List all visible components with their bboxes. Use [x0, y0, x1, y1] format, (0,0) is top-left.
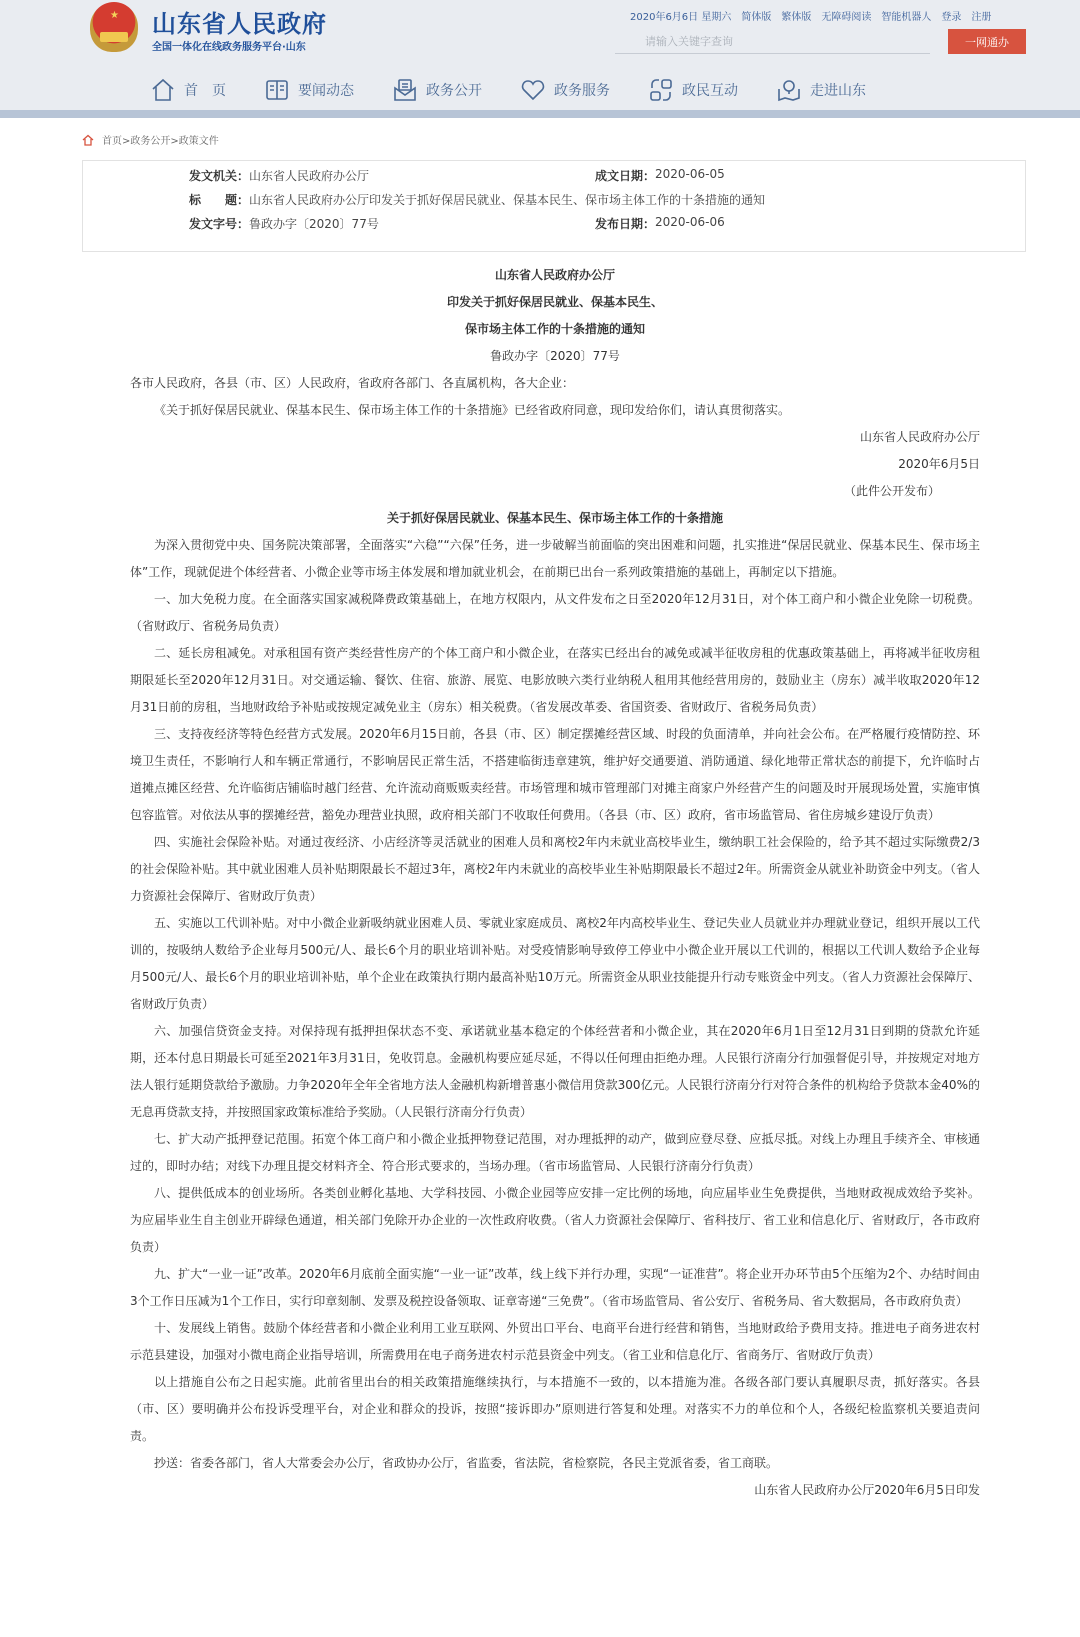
doc-paragraph: 七、扩大动产抵押登记范围。拓宽个体工商户和小微企业抵押物登记范围，对办理抵押的动产，做到应登尽登、应抵尽抵。对线上办理且手续齐全、审核通过的，即时办结；对线下办理且提交材料齐全、符合形式要求的，当场办理。（省市场监管局、人民银行济南分行负责） — [130, 1132, 980, 1173]
doc-paragraph: 为深入贯彻党中央、国务院决策部署，全面落实“六稳”“六保”任务，进一步破解当前面临的突出困难和问题，扎实推进“保居民就业、保基本民生、保市场主体”工作，现就促进个体经营者、小微企业等市场主体发展和增加就业机会，在前期已出台一系列政策措施的基础上，再制定以下措施。 — [130, 538, 980, 579]
book-icon — [264, 77, 290, 103]
nav-item-services[interactable] — [520, 75, 610, 105]
doc-paragraph: 四、实施社会保险补贴。对通过夜经济、小店经济等灵活就业的困难人员和离校2年内未就业高校毕业生，缴纳职工社会保险的，给予其不超过实际缴费2/3的社会保险补贴。其中就业困难人员补贴期限最长不超过3年，离校2年内未就业的高校毕业生补贴期限最长不超过2年。所需资金从就业补助资金中列支。（省人力资源社会保障厅、省财政厅负责） — [130, 835, 980, 903]
site-title[interactable]: 山东省人民政府 — [152, 10, 327, 38]
doc-addressee: 各市人民政府，各县（市、区）人民政府，省政府各部门、各直属机构，各大企业： — [130, 376, 575, 390]
document-body — [130, 262, 980, 1504]
doc-no-value: 鲁政办字〔2020〕77号 — [249, 217, 379, 231]
star-icon: ★ — [110, 10, 119, 21]
nav-label: 政务服务 — [554, 83, 610, 99]
main-nav — [150, 75, 904, 105]
doc-cc: 抄送：省委各部门，省人大常委会办公厅，省政协办公厅，省监委，省法院，省检察院，各民主党派省委，省工商联。 — [154, 1456, 779, 1470]
doc-paragraph: 一、加大免税力度。在全面落实国家减税降费政策基础上，在地方权限内，从文件发布之日至2020年12月31日，对个体工商户和小微企业免除一切税费。（省财政厅、省税务局负责） — [130, 592, 980, 633]
exchange-icon — [648, 77, 674, 103]
doc-heading-1: 山东省人民政府办公厅 — [494, 268, 615, 282]
publish-date-value: 2020-06-06 — [655, 215, 725, 229]
title-value: 山东省人民政府办公厅印发关于抓好保居民就业、保基本民生、保市场主体工作的十条措施的通知 — [249, 193, 766, 207]
search-input[interactable] — [615, 30, 930, 54]
robot-link[interactable]: 智能机器人 — [881, 12, 932, 23]
doc-paragraph: 八、提供低成本的创业场所。各类创业孵化基地、大学科技园、小微企业园等应安排一定比例的场地，向应届毕业生免费提供，当地财政视成效给予奖补。为应届毕业生自主创业开辟绿色通道，相关部门免除开办企业的一次性政府收费。（省人力资源社会保障厅、省科技厅、省工业和信息化厅、省财政厅，各市政府负责） — [130, 1186, 980, 1254]
doc-paragraph: 三、支持夜经济等特色经营方式发展。2020年6月15日前，各县（市、区）制定摆摊经营区域、时段的负面清单，并向社会公布。在严格履行疫情防控、环境卫生责任，不影响行人和车辆正常通行，不影响居民正常生活，不搭建临街违章建筑，维护好交通要道、消防通道、绿化地带正常状态的前提下，允许临时占道摊点摊区经营、允许临街店铺临时越门经营、允许流动商贩贩卖经营。市场管理和城市管理部门对摊主商家户外经营产生的问题及时开展现场处置，实施审慎包容监管。对依法从事的摆摊经营，豁免办理营业执照，政府相关部门不收取任何费用。（各县（市、区）政府，省市场监管局、省住房城乡建设厅负责） — [130, 727, 980, 822]
doc-paragraph: 六、加强信贷资金支持。对保持现有抵押担保状态不变、承诺就业基本稳定的个体经营者和小微企业，其在2020年6月1日至12月31日到期的贷款允许延期，还本付息日期最长可延至2021年3月31日，免收罚息。金融机构要应延尽延，不得以任何理由拒绝办理。人民银行济南分行加强督促引导，并按规定对地方法人银行延期贷款给予激励。力争2020年全年全省地方法人金融机构新增普惠小微信用贷款300亿元。人民银行济南分行对符合条件的机构给予贷款本金40%的无息再贷款支持，并按照国家政策标准给予奖励。（人民银行济南分行负责） — [130, 1024, 980, 1119]
home-icon[interactable] — [82, 134, 94, 146]
doc-public-note: （此件公开发布） — [843, 484, 940, 498]
doc-no-label: 发文字号： — [189, 217, 250, 231]
written-date-value: 2020-06-05 — [655, 167, 725, 181]
simplified-link[interactable]: 简体版 — [741, 12, 772, 23]
site-header — [0, 0, 1080, 110]
nav-item-gov-affairs[interactable] — [392, 75, 482, 105]
doc-heading-2: 印发关于抓好保居民就业、保基本民生、 — [446, 295, 663, 309]
issuer-label: 发文机关： — [189, 169, 250, 183]
register-link[interactable]: 注册 — [971, 12, 992, 23]
doc-section-title: 关于抓好保居民就业、保基本民生、保市场主体工作的十条措施 — [386, 511, 723, 525]
doc-signer: 山东省人民政府办公厅 — [859, 430, 980, 444]
breadcrumb — [82, 132, 219, 147]
doc-footer: 山东省人民政府办公厅2020年6月5日印发 — [754, 1483, 980, 1497]
nav-label: 要闻动态 — [298, 83, 354, 99]
nav-item-news[interactable] — [264, 75, 354, 105]
doc-paragraph: 九、扩大“一业一证”改革。2020年6月底前全面实施“一业一证”改革，线上线下并行办理，实现“一证准营”。将企业开办环节由5个压缩为2个、办结时间由3个工作日压减为1个工作日，实行印章刻制、发票及税控设备领取、证章寄递“三免费”。（省市场监管局、省公安厅、省税务局、省大数据局，各市政府负责） — [130, 1267, 980, 1308]
emblem-base — [100, 32, 128, 42]
document-meta-box — [82, 160, 1026, 252]
one-stop-service-button[interactable]: 一网通办 — [948, 29, 1026, 54]
doc-paragraph: 十、发展线上销售。鼓励个体经营者和小微企业利用工业互联网、外贸出口平台、电商平台进行经营和销售，当地财政给予费用支持。推进电子商务进农村示范县建设，加强对小微电商企业指导培训，所需费用在电子商务进农村示范县资金中列支。（省工业和信息化厅、省商务厅、省财政厅负责） — [130, 1321, 980, 1362]
nav-label: 政民互动 — [682, 83, 738, 99]
breadcrumb-path[interactable]: 首页>政务公开>政策文件 — [102, 136, 219, 147]
nav-item-interaction[interactable] — [648, 75, 738, 105]
nav-label: 政务公开 — [426, 83, 482, 99]
accessibility-link[interactable]: 无障碍阅读 — [821, 12, 872, 23]
date-text: 2020年6月6日 星期六 — [630, 12, 732, 23]
doc-paragraph: 以上措施自公布之日起实施。此前省里出台的相关政策措施继续执行，与本措施不一致的，以本措施为准。各级各部门要认真履职尽责，抓好落实。各县（市、区）要明确并公布投诉受理平台，对企业和群众的投诉，按照“接诉即办”原则进行答复和处理。对落实不力的单位和个人，各级纪检监察机关要追责问责。 — [130, 1375, 980, 1443]
header-divider — [0, 110, 1080, 118]
nav-label: 首 页 — [184, 83, 226, 99]
publish-date-label: 发布日期： — [595, 217, 656, 231]
nav-item-about-shandong[interactable] — [776, 75, 866, 105]
doc-heading-3: 保市场主体工作的十条措施的通知 — [464, 322, 645, 336]
meta-row-title — [189, 191, 765, 208]
mail-icon — [392, 77, 418, 103]
map-pin-icon — [776, 77, 802, 103]
login-link[interactable]: 登录 — [941, 12, 962, 23]
meta-row-doc-no — [189, 215, 379, 232]
meta-row-issuer — [189, 167, 369, 184]
doc-intro: 《关于抓好保居民就业、保基本民生、保市场主体工作的十条措施》已经省政府同意，现印发给你们，请认真贯彻落实。 — [154, 403, 791, 417]
traditional-link[interactable]: 繁体版 — [781, 12, 812, 23]
meta-row-publish-date — [595, 215, 725, 232]
doc-paragraph: 五、实施以工代训补贴。对中小微企业新吸纳就业困难人员、零就业家庭成员、离校2年内高校毕业生、登记失业人员就业并办理就业登记，组织开展以工代训的，按吸纳人数给予企业每月500元/人、最长6个月的职业培训补贴。对受疫情影响导致停工停业中小微企业开展以工代训的，根据以工代训人数给予企业每月500元/人、最长6个月的职业培训补贴，单个企业在政策执行期内最高补贴10万元。所需资金从职业技能提升行动专账资金中列支。（省人力资源社会保障厅、省财政厅负责） — [130, 916, 980, 1011]
doc-number: 鲁政办字〔2020〕77号 — [490, 349, 620, 363]
doc-paragraph: 二、延长房租减免。对承租国有资产类经营性房产的个体工商户和小微企业，在落实已经出台的减免或减半征收房租的优惠政策基础上，再将减半征收房租期限延长至2020年12月31日。对交通运输、餐饮、住宿、旅游、展览、电影放映六类行业纳税人租用其他经营用房的，鼓励业主（房东）减半收取2020年12月31日前的房租，当地财政给予补贴或按规定减免业主（房东）相关税费。（省发展改革委、省国资委、省财政厅、省税务局负责） — [130, 646, 980, 714]
nav-item-home[interactable] — [150, 75, 226, 105]
written-date-label: 成文日期： — [595, 169, 656, 183]
national-emblem-logo — [90, 2, 138, 52]
meta-row-written-date — [595, 167, 725, 184]
doc-sign-date: 2020年6月5日 — [898, 457, 980, 471]
site-subtitle: 全国一体化在线政务服务平台·山东 — [152, 42, 306, 53]
home-icon — [150, 77, 176, 103]
title-label: 标 题： — [189, 193, 250, 207]
heart-icon — [520, 77, 546, 103]
nav-label: 走进山东 — [810, 83, 866, 99]
issuer-value: 山东省人民政府办公厅 — [249, 169, 370, 183]
top-links — [630, 8, 991, 23]
